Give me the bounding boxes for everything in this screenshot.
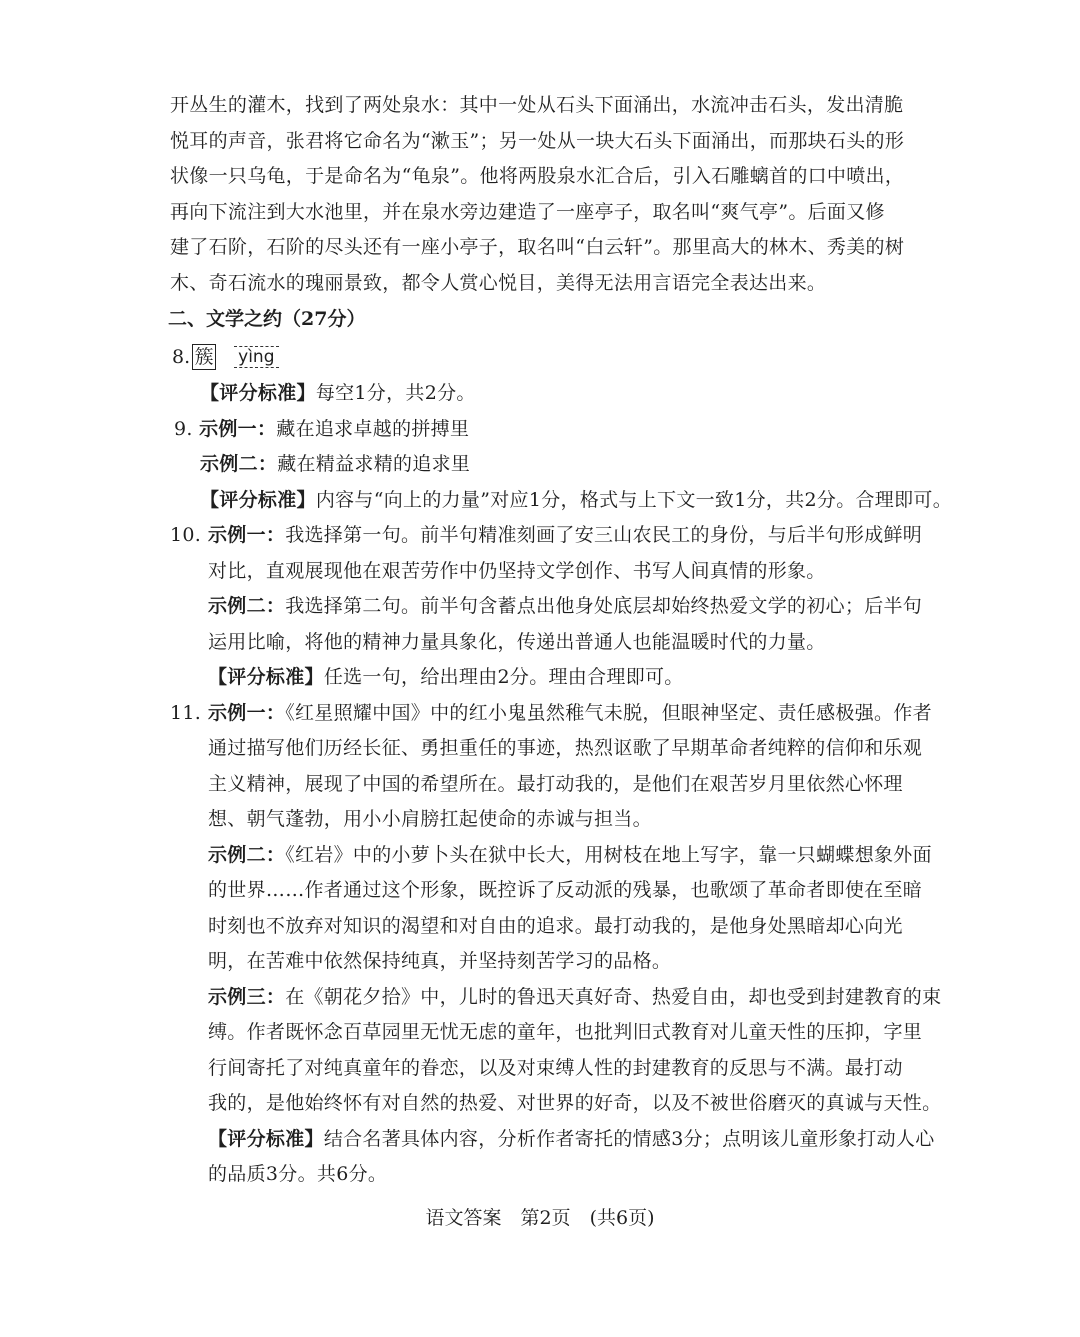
example-label: 示例一： <box>208 524 286 546</box>
example-line: 我的，是他始终怀有对自然的热爱、对世界的好奇，以及不被世俗磨灭的真诚与天性。 <box>208 1092 942 1114</box>
criteria-text: 内容与“向上的力量”对应1分，格式与上下文一致1分，共2分。合理即可。 <box>315 488 953 511</box>
passage-line: 状像一只乌龟，于是命名为“龟泉”。他将两股泉水汇合后，引入石雕螭首的口中喷出， <box>170 165 905 187</box>
example-line: 行间寄托了对纯真童年的眷恋，以及对束缚人性的封建教育的反思与不满。最打动 <box>208 1056 903 1079</box>
passage-line: 再向下流注到大水池里，并在泉水旁边建造了一座亭子，取名叫“爽气亭”。后面又修 <box>170 200 885 223</box>
content-column <box>168 88 953 1193</box>
example-line: 运用比喻，将他的精神力量具象化，传递出普通人也能温暖时代的力量。 <box>208 630 826 653</box>
q11-example-1 <box>170 696 932 732</box>
q11-criteria <box>208 1122 935 1158</box>
q9-example-1 <box>174 412 905 448</box>
passage-line: 开丛生的灌木，找到了两处泉水：其中一处从石头下面涌出，水流冲击石头，发出清脆 <box>170 94 904 116</box>
example-text: 藏在精益求精的追求里 <box>277 453 471 475</box>
example-line: 缚。作者既怀念百草园里无忧无虑的童年，也批判旧式教育对儿童天性的压抑，字里 <box>208 1021 923 1043</box>
section-heading: 二、文学之约（27分） <box>168 308 366 330</box>
example-text: 我选择第一句。前半句精准刻画了安三山农民工的身份，与后半句形成鲜明 <box>285 524 923 546</box>
question-8 <box>172 338 905 376</box>
criteria-label: 【评分标准】 <box>208 1127 324 1150</box>
criteria-line: 的品质3分。共6分。 <box>208 1163 388 1185</box>
question-number: 10. <box>170 524 202 546</box>
example-label: 示例二： <box>208 595 286 617</box>
passage-line: 木、奇石流水的瑰丽景致，都令人赏心悦目，美得无法用言语完全表达出来。 <box>170 271 827 294</box>
example-label: 示例二： <box>200 453 278 475</box>
criteria-label: 【评分标准】 <box>200 488 316 511</box>
question-number: 11. <box>170 701 202 724</box>
question-11 <box>170 696 942 1193</box>
boxed-character: 簇 <box>192 344 216 370</box>
example-text: 《红岩》中的小萝卜头在狱中长大，用树枝在地上写字，靠一只蝴蝶想象外面 <box>285 843 932 866</box>
passage-line: 悦耳的声音，张君将它命名为“漱玉”；另一处从一块大石头下面涌出，而那块石头的形 <box>170 129 905 152</box>
question-number: 8. <box>172 346 191 368</box>
example-label: 示例二： <box>208 843 286 866</box>
q10-example-2 <box>208 589 923 625</box>
example-line: 通过描写他们历经长征、勇担重任的事迹，热烈讴歌了早期革命者纯粹的信仰和乐观 <box>208 737 923 759</box>
example-line: 主义精神，展现了中国的希望所在。最打动我的，是他们在艰苦岁月里依然心怀理 <box>208 772 903 795</box>
criteria-label: 【评分标准】 <box>208 666 324 688</box>
passage-translation <box>170 88 905 301</box>
example-text: 藏在追求卓越的拼搏里 <box>276 417 470 440</box>
question-number: 9. <box>174 417 193 440</box>
passage-line: 建了石阶，石阶的尽头还有一座小亭子，取名叫“白云轩”。那里高大的林木、秀美的树 <box>170 236 905 258</box>
question-10 <box>170 518 923 696</box>
example-line: 想、朝气蓬勃，用小小肩膀扛起使命的赤诚与担当。 <box>208 808 652 830</box>
q9-example-2 <box>170 447 905 483</box>
criteria-text: 任选一句，给出理由2分。理由合理即可。 <box>323 666 684 688</box>
example-line: 对比，直观展现他在艰苦劳作中仍坚持文学创作、书写人间真情的形象。 <box>208 559 826 582</box>
example-label: 示例一： <box>208 701 286 724</box>
example-line: 时刻也不放弃对知识的渴望和对自由的追求。最打动我的，是他身处黑暗却心向光 <box>208 914 903 937</box>
criteria-text: 结合名著具体内容，分析作者寄托的情感3分；点明该儿童形象打动人心 <box>323 1127 935 1150</box>
q8-criteria <box>170 376 905 412</box>
q9-criteria <box>170 483 953 519</box>
page-footer: 语文答案 第2页 (共6页) <box>425 1207 655 1229</box>
q10-criteria <box>208 660 905 696</box>
q11-example-3 <box>208 980 942 1016</box>
example-line: 的世界……作者通过这个形象，既控诉了反动派的残暴，也歌颂了革命者即使在至暗 <box>208 879 923 901</box>
example-label: 示例三： <box>208 985 286 1008</box>
criteria-label: 【评分标准】 <box>200 382 316 404</box>
q11-example-2 <box>208 838 932 874</box>
pinyin-answer: yìng <box>234 346 278 368</box>
example-line: 明，在苦难中依然保持纯真，并坚持刻苦学习的品格。 <box>208 950 672 972</box>
criteria-text: 每空1分，共2分。 <box>315 382 476 404</box>
q10-example-1 <box>170 518 923 554</box>
example-text: 我选择第二句。前半句含蓄点出他身处底层却始终热爱文学的初心；后半句 <box>285 595 923 617</box>
example-text: 《红星照耀中国》中的红小鬼虽然稚气未脱，但眼神坚定、责任感极强。作者 <box>285 701 932 724</box>
example-label: 示例一： <box>199 417 277 440</box>
example-text: 在《朝花夕拾》中，儿时的鲁迅天真好奇、热爱自由，却也受到封建教育的束 <box>285 985 942 1008</box>
